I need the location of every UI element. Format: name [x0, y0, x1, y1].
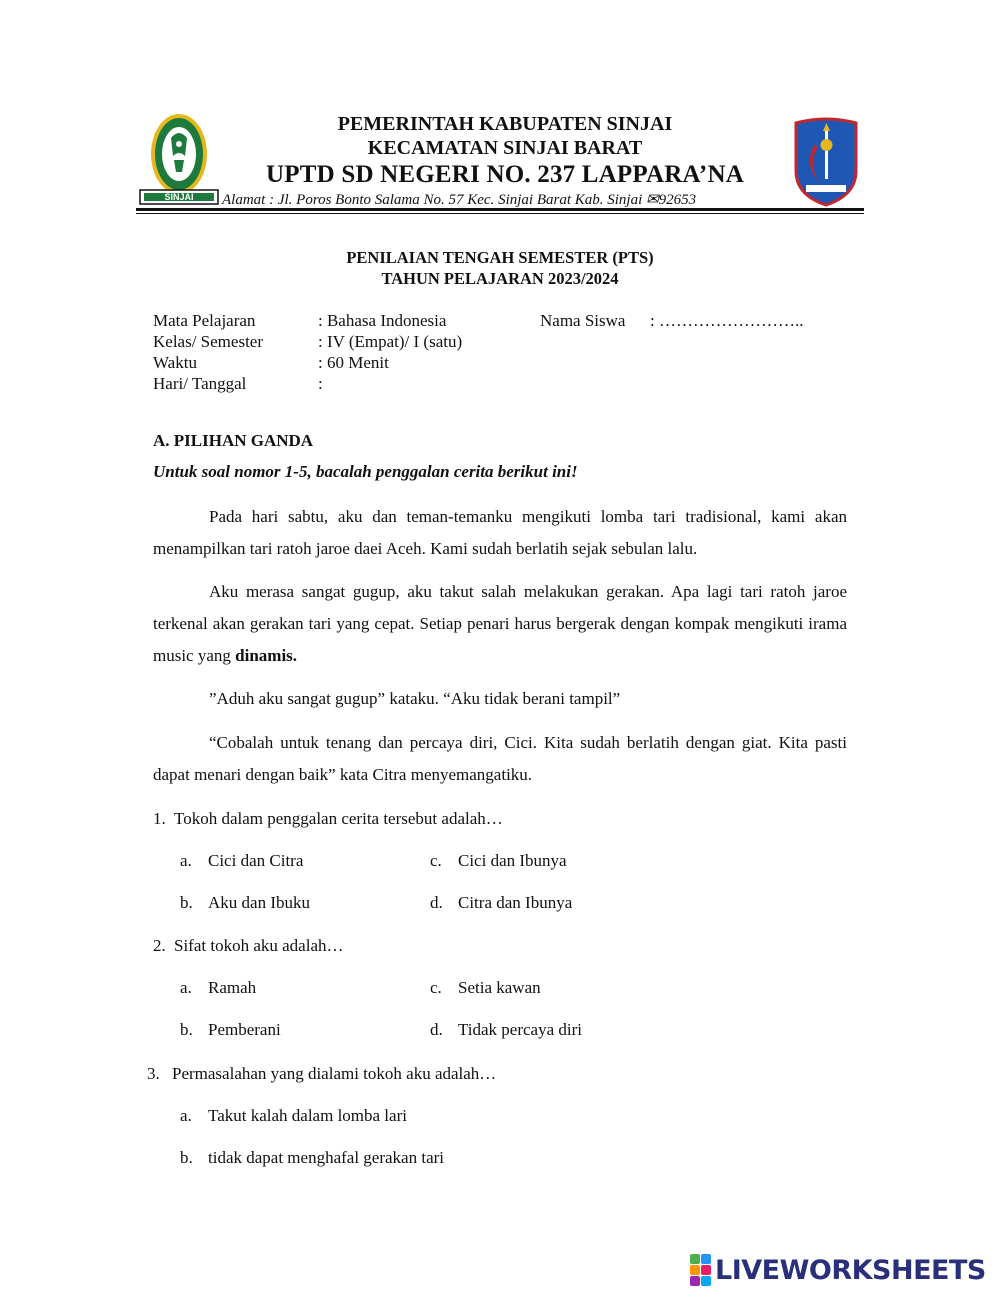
- student-name-label: Nama Siswa: [540, 311, 626, 330]
- story-bold-word: dinamis.: [235, 646, 298, 665]
- class-label: Kelas/ Semester: [153, 332, 263, 351]
- exam-title: PENILAIAN TENGAH SEMESTER (PTS): [346, 248, 654, 267]
- exam-year: TAHUN PELAJARAN 2023/2024: [381, 269, 619, 288]
- option-label: d.: [430, 893, 443, 912]
- section-title: A. PILIHAN GANDA: [153, 431, 314, 450]
- logo-cell: [701, 1254, 711, 1264]
- logo-banner-text: SINJAI: [164, 192, 194, 202]
- option-text: Citra dan Ibunya: [458, 893, 573, 912]
- option-label: c.: [430, 851, 442, 870]
- question-2-option-d[interactable]: [430, 1020, 582, 1040]
- option-label: a.: [180, 1106, 192, 1125]
- story-paragraph-1: Pada hari sabtu, aku dan teman-temanku mengikuti lomba tari tradisional, kami akan menampilkan tari ratoh jaroe daei Aceh. Kami sudah berlatih sejak sebulan lalu.: [153, 507, 847, 558]
- header-district: KECAMATAN SINJAI BARAT: [367, 137, 643, 159]
- option-label: a.: [180, 978, 192, 997]
- option-text: Cici dan Citra: [208, 851, 304, 870]
- option-text: Aku dan Ibuku: [208, 893, 310, 912]
- header-school-name: UPTD SD NEGERI NO. 237 LAPPARA’NA: [266, 161, 744, 188]
- logo-cell: [701, 1265, 711, 1275]
- question-number: 2.: [153, 936, 166, 955]
- option-text: Pemberani: [208, 1020, 281, 1039]
- kabupaten-sinjai-logo: [138, 110, 220, 212]
- story-paragraph-2: [153, 576, 847, 672]
- option-text: Cici dan Ibunya: [458, 851, 567, 870]
- question-text: Permasalahan yang dialami tokoh aku adalah…: [172, 1064, 497, 1083]
- logo-cell: [690, 1276, 700, 1286]
- question-1-option-c[interactable]: [430, 851, 567, 871]
- question-number: 1.: [153, 809, 166, 828]
- option-text: Tidak percaya diri: [458, 1020, 583, 1039]
- liveworksheets-text: LIVEWORKSHEETS: [715, 1254, 986, 1286]
- question-text: Tokoh dalam penggalan cerita tersebut adalah…: [174, 809, 503, 828]
- header-government: PEMERINTAH KABUPATEN SINJAI: [337, 113, 673, 135]
- option-text: Takut kalah dalam lomba lari: [208, 1106, 407, 1125]
- header-address: Alamat : Jl. Poros Bonto Salama No. 57 Kec. Sinjai Barat Kab. Sinjai ✉92653: [222, 192, 697, 208]
- question-1-option-d[interactable]: [430, 893, 572, 913]
- logo-cell: [701, 1276, 711, 1286]
- question-1: [153, 809, 503, 829]
- time-value: : 60 Menit: [318, 353, 389, 372]
- story-paragraph-2-text: Aku merasa sangat gugup, aku takut salah melakukan gerakan. Apa lagi tari ratoh jaroe terkenal akan gerakan tari yang cepat. Setiap penari harus bergerak dengan kompak mengikuti irama music yang: [153, 582, 847, 665]
- option-text: Ramah: [208, 978, 257, 997]
- question-2-option-a[interactable]: [180, 978, 256, 998]
- question-2: [153, 936, 344, 956]
- question-number: 3.: [147, 1064, 160, 1083]
- question-2-option-b[interactable]: [180, 1020, 281, 1040]
- option-text: Setia kawan: [458, 978, 541, 997]
- time-label: Waktu: [153, 353, 197, 372]
- student-name-field[interactable]: : ……………………..: [650, 311, 804, 330]
- option-label: d.: [430, 1020, 443, 1039]
- option-text: tidak dapat menghafal gerakan tari: [208, 1148, 444, 1167]
- subject-value: : Bahasa Indonesia: [318, 311, 447, 330]
- class-value: : IV (Empat)/ I (satu): [318, 332, 463, 351]
- sinjai-barat-emblem: [792, 115, 860, 207]
- header-divider: [136, 208, 864, 211]
- subject-label: Mata Pelajaran: [153, 311, 256, 330]
- option-label: b.: [180, 893, 193, 912]
- date-value: :: [318, 374, 323, 393]
- question-1-option-a[interactable]: [180, 851, 303, 871]
- question-1-option-b[interactable]: [180, 893, 310, 913]
- question-3: [147, 1064, 496, 1084]
- section-instruction: Untuk soal nomor 1-5, bacalah penggalan cerita berikut ini!: [153, 462, 578, 481]
- logo-cell: [690, 1254, 700, 1264]
- date-label: Hari/ Tanggal: [153, 374, 247, 393]
- option-label: a.: [180, 851, 192, 870]
- logo-cell: [690, 1265, 700, 1275]
- option-label: b.: [180, 1020, 193, 1039]
- question-text: Sifat tokoh aku adalah…: [174, 936, 344, 955]
- liveworksheets-logo-icon: [690, 1254, 711, 1286]
- question-3-option-a[interactable]: [180, 1106, 407, 1126]
- story-paragraph-3: ”Aduh aku sangat gugup” kataku. “Aku tidak berani tampil”: [209, 689, 621, 708]
- liveworksheets-watermark: [690, 1253, 986, 1287]
- question-2-option-c[interactable]: [430, 978, 541, 998]
- header-divider-thin: [136, 213, 864, 214]
- question-3-option-b[interactable]: [180, 1148, 444, 1168]
- option-label: c.: [430, 978, 442, 997]
- option-label: b.: [180, 1148, 193, 1167]
- story-paragraph-4: “Cobalah untuk tenang dan percaya diri, Cici. Kita sudah berlatih dengan giat. Kita pasti dapat menari dengan baik” kata Citra menyemangatiku.: [153, 733, 847, 784]
